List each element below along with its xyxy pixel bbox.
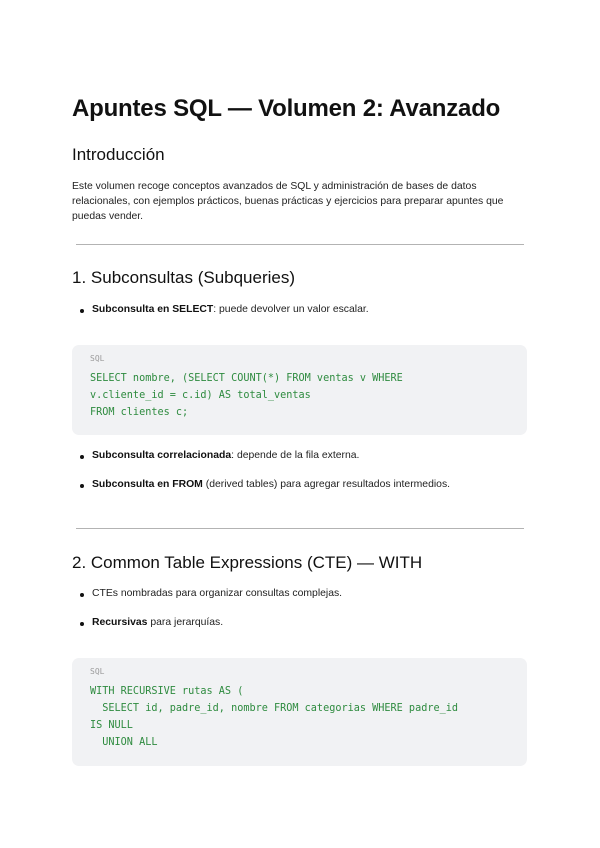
section-1-heading: 1. Subconsultas (Subqueries) [72,268,296,287]
code-block [72,345,527,435]
list-item-text: CTEs nombradas para organizar consultas complejas. [92,588,343,599]
intro-heading: Introducción [72,145,165,164]
section-divider [76,244,524,245]
list-item [92,588,342,599]
code-block [72,658,527,766]
intro-paragraph: Este volumen recoge conceptos avanzados de SQL y administración de bases de datos relacionales, con ejemplos prácticos, buenas prácticas y ejercicios para preparar apuntes que puedas vender. [72,181,504,222]
list-item-bold: Recursivas [92,617,148,628]
list-item-text: : depende de la fila externa. [231,450,360,461]
section-2-heading: 2. Common Table Expressions (CTE) — WITH [72,553,423,572]
code-language-label: SQL [90,667,105,676]
list-item-text: : puede devolver un valor escalar. [213,304,369,315]
list-item-text: para jerarquías. [147,617,224,628]
document-title: Apuntes SQL — Volumen 2: Avanzado [72,95,501,122]
list-item-bold: Subconsulta correlacionada [92,450,232,461]
list-item [92,304,369,315]
list-item-bold: Subconsulta en SELECT [92,304,214,315]
section-divider [76,528,524,529]
list-item-text: (derived tables) para agregar resultados intermedios. [202,479,451,490]
list-item [92,617,223,628]
code-content: SELECT nombre, (SELECT COUNT(*) FROM ventas v WHERE v.cliente_id = c.id) AS total_ventas FROM clientes c; [90,373,403,418]
code-content: WITH RECURSIVE rutas AS ( SELECT id, padre_id, nombre FROM categorias WHERE padre_id IS NULL UNION ALL [90,686,459,748]
list-item [92,479,450,490]
code-language-label: SQL [90,354,105,363]
list-item [92,450,359,461]
list-item-bold: Subconsulta en FROM [92,479,203,490]
